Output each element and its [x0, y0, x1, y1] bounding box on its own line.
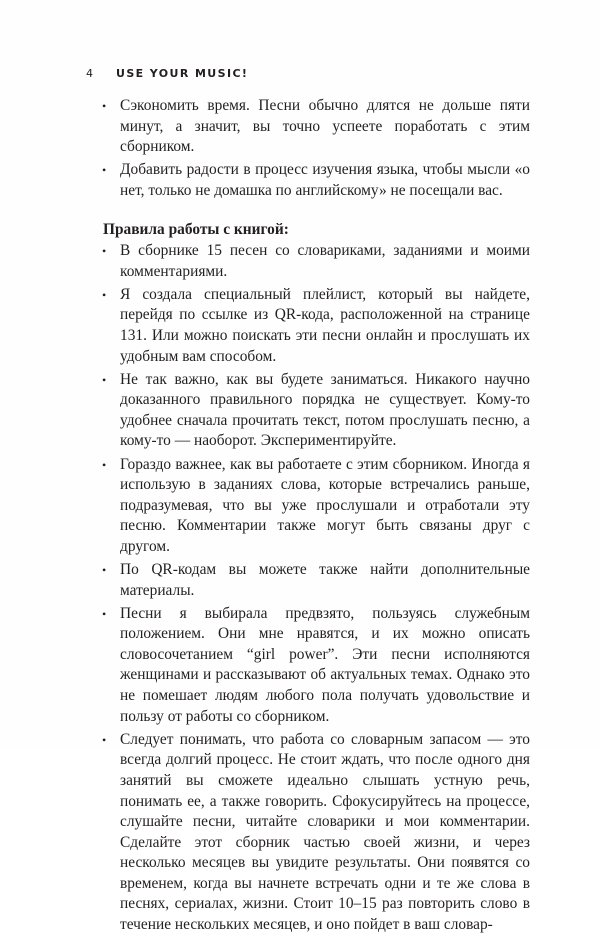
bullet-icon: •	[102, 244, 107, 259]
list-item-text: Не так важно, как вы будете заниматься. Никакого научно доказанного правильного порядка не существует. Кому-то удобнее сначала прочитать текст, потом прослушать песню, а кому-то — наоборот. Экспериментируйте.	[120, 370, 530, 450]
list-item	[103, 96, 530, 158]
list-item	[103, 455, 530, 558]
list-item-text: По QR-кодам вы можете также найти дополнительные материалы.	[120, 560, 530, 599]
section-heading: Правила работы с книгой:	[103, 221, 289, 239]
bullet-icon: •	[102, 732, 107, 747]
bullet-icon: •	[102, 606, 107, 621]
bullet-icon: •	[102, 99, 107, 113]
bullet-icon: •	[102, 287, 107, 302]
bullet-icon: •	[102, 562, 107, 577]
bullet-icon: •	[102, 457, 107, 472]
bullet-icon: •	[102, 372, 107, 387]
running-title: USE YOUR MUSIC!	[116, 67, 249, 80]
list-item	[103, 160, 530, 201]
list-item-text: В сборнике 15 песен со словариками, заданиями и моими комментариями.	[120, 242, 530, 280]
list-item	[103, 560, 530, 601]
page-number: 4	[86, 67, 94, 80]
list-item-text: Песни я выбирала предвзято, пользуясь служебным положением. Они мне нравятся, и их можно описать словосочетанием “girl power”. Эти песни исполняются женщинами и рассказывают об актуальных темах. Однако это не помешает людям любого пола получать удовольствие и пользу от работы со сборником.	[120, 604, 530, 725]
list-item	[103, 730, 530, 936]
list-item-text: Добавить радости в процесс изучения языка, чтобы мысли «о нет, только не домашка по английскому» не посещали вас.	[120, 161, 530, 199]
rules-bullet-list	[103, 241, 530, 936]
list-item	[103, 285, 530, 367]
list-item-text: Гораздо важнее, как вы работаете с этим сборником. Иногда я использую в заданиях слова, которые встречались раньше, подразумевая, что вы уже прослушали и отработали эту песню. Комментарии также могут быть связаны друг с другом.	[120, 455, 530, 555]
list-item	[103, 604, 530, 728]
list-item	[103, 241, 530, 282]
bullet-icon: •	[102, 163, 107, 178]
list-item-text: Я создала специальный плейлист, который вы найдете, перейдя по ссылке из QR-кода, расположенной на странице 131. Или можно поискать эти песни онлайн и прослушать их удобным вам способом.	[120, 285, 530, 365]
running-head	[86, 67, 248, 80]
intro-bullet-list	[103, 96, 530, 201]
list-item-text: Сэкономить время. Песни обычно длятся не дольше пяти минут, а значит, вы точно успеете поработать с этим сборником.	[120, 97, 530, 156]
page-body	[103, 96, 530, 938]
list-item	[103, 370, 530, 452]
list-item-text: Следует понимать, что работа со словарным запасом — это всегда долгий процесс. Не стоит ждать, что после одного дня занятий вы сможете идеально слышать устную речь, понимать ее, а также говорить. Сфокусируйтесь на процессе, слушайте песни, читайте словарики и мои комментарии. Сделайте этот сборник частью своей жизни, и через несколько месяцев вы увидите результаты. Они появятся со временем, когда вы начнете встречать одни и те же слова в песнях, сериалах, жизни. Стоит 10–15 раз повторить слово в течение нескольких месяцев, и оно пойдет в ваш словар-	[120, 730, 530, 934]
